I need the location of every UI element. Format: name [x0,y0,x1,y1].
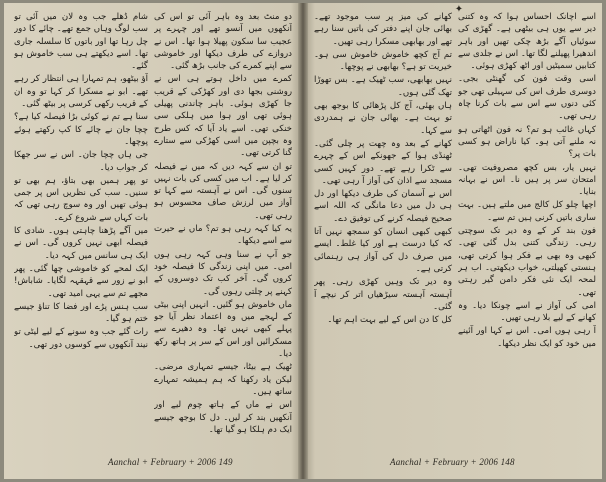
paragraph: میں آگے پڑھنا چاہتی ہوں۔ شادی کا فیصلہ ابھی نہیں کروں گی۔ اس نے ایک ہی سانس میں کہہ دیا۔ [14,226,148,261]
left-page-column-right [154,11,292,443]
paragraph: نہیں بھابھی، سب ٹھیک ہے۔ بس تھوڑا تھک گئی ہوں۔ [314,75,452,98]
paragraph: سنا ہے تم نے کوئی بڑا فیصلہ کیا ہے؟ چچا جان نے چائے کا کپ رکھتے ہوئے پوچھا۔ [14,112,148,147]
magazine-spread [4,3,602,479]
paragraph: اسی وقت فون کی گھنٹی بجی۔ دوسری طرف اس کی سہیلی تھی جو کئی دنوں سے اس سے بات کرنا چاہ رہی تھی۔ [458,74,596,122]
paragraph: ٹھیک ہے بیٹا، جیسے تمہاری مرضی۔ لیکن یاد رکھنا کہ ہم ہمیشہ تمہارے ساتھ ہیں۔ [154,362,292,397]
paragraph: فون بند کر کے وہ دیر تک سوچتی رہی۔ زندگی کتنی بدل گئی تھی۔ کبھی وہ بھی بے فکر ہوا کرتی تھی، ہنستی کھیلتی، خواب دیکھتی۔ اب ہر لمحہ ایک نئی فکر دامن گیر رہتی تھی۔ [458,226,596,298]
paragraph: نہیں یار، بس کچھ مصروفیت تھی۔ امتحان سر پر ہیں نا۔ اس نے بہانہ بنایا۔ [458,162,596,198]
paragraph: کمرے میں داخل ہوتے ہی اس نے روشنی بجھا دی اور کھڑکی کے قریب جا کھڑی ہوئی۔ باہر چاندنی پھیلی ہوئی تھی اور ہوا میں ہلکی سی خنکی تھی۔ اسے یاد آیا کہ کس طرح وہ بچپن میں اسی کھڑکی سے ستارے گنا کرتی تھی۔ [154,74,292,159]
paragraph: کہاں غائب ہو تم؟ نہ فون اٹھاتی ہو نہ ملنے آتی ہو۔ کیا ناراض ہو کسی بات پر؟ [458,124,596,160]
paragraph: تو ان سے کہہ دیں کہ میں نے فیصلہ کر لیا ہے۔ اب میں کسی کی بات نہیں سنوں گی۔ اس نے آہستہ سے کہا تو آواز میں لرزش صاف محسوس ہو رہی تھی۔ [154,161,292,221]
paragraph: یہ کیا کہہ رہی ہو تم؟ ماں نے حیرت سے اسے دیکھا۔ [154,224,292,247]
paragraph: تم آج کچھ خاموش خاموش سی ہو۔ خیریت تو ہے؟ بھابھی نے پوچھا۔ [314,49,452,73]
paragraph: آؤ بیٹھو، ہم تمہارا ہی انتظار کر رہے تھے۔ ابو نے مسکرا کر کہا تو وہ ان کے قریب رکھی کرسی پر بیٹھ گئی۔ [14,74,148,110]
paragraph: کبھی کبھی انسان کو سمجھ نہیں آتا کہ کیا درست ہے اور کیا غلط۔ ایسے میں صرف دل کی آواز ہی رہنمائی کرتی ہے۔ [314,227,452,274]
paragraph: ماں خاموش ہو گئیں۔ انہیں اپنی بیٹی کے لہجے میں وہ اعتماد نظر آیا جو پہلے کبھی نہیں تھا۔ وہ دھیرے سے مسکرائیں اور اس کے سر پر ہاتھ رکھ دیا۔ [154,299,292,360]
page-folio-148: Aanchal + February + 2006 148 [390,457,515,467]
paragraph: کل کا دن اس کے لیے بہت اہم تھا۔ [327,315,452,326]
paragraph: وہ دیر تک وہیں کھڑی رہی۔ پھر آہستہ آہستہ سیڑھیاں اتر کر نیچے آ گئی۔ [314,277,452,312]
ornament-icon: ✦ [454,4,464,15]
paragraph: جی ہاں چچا جان۔ اس نے سر جھکا کر جواب دیا۔ [14,150,148,173]
right-page-column-left [314,11,452,443]
paragraph: سب ہنس پڑے اور فضا کا تناؤ جیسے ختم ہو گیا۔ [14,301,148,325]
paragraph: آ رہی ہوں امی۔ اس نے کہا اور آئینے میں خود کو ایک نظر دیکھا۔ [458,326,596,349]
paragraph: ایک لمحے کو خاموشی چھا گئی۔ پھر ابو نے زور سے قہقہہ لگایا۔ شاباش! مجھے تم سے یہی امید تھی۔ [14,263,148,299]
paragraph: اس نے ماں کے ہاتھ چوم لیے اور آنکھیں بند کر لیں۔ دل کا بوجھ جیسے ایک دم ہلکا ہو گیا تھا۔ [154,400,292,435]
right-page [306,3,602,479]
paragraph: کھانے کے بعد وہ چھت پر چلی گئی۔ ٹھنڈی ہوا کے جھونکے اس کے چہرے سے ٹکرا رہے تھے۔ دور کہیں کسی مسجد سے اذان کی آواز آ رہی تھی۔ [314,138,452,186]
left-page [4,3,300,479]
paragraph: جو آپ نے سنا وہی کہہ رہی ہوں امی۔ میں اپنی زندگی کا فیصلہ خود کروں گی۔ آخر کب تک دوسروں کے کہنے پر چلتی رہوں گی۔ [154,249,292,297]
paragraph: رات گئے جب وہ سونے کے لیے لیٹی تو نیند آنکھوں سے کوسوں دور تھی۔ [14,327,148,350]
paragraph: ہاں بھئی، آج کل پڑھائی کا بوجھ بھی تو بہت ہے۔ بھائی جان نے ہمدردی سے کہا۔ [314,101,452,136]
paragraph: اس نے آسمان کی طرف دیکھا اور دل ہی دل میں دعا مانگی کہ اللہ اسے صحیح فیصلہ کرنے کی توفیق دے۔ [314,189,452,224]
right-page-column-right [458,11,596,443]
page-folio-149: Aanchal + February + 2006 149 [108,457,233,467]
left-page-column-left [14,11,148,443]
paragraph: کھانے کی میز پر سب موجود تھے۔ بھائی جان اپنے دفتر کی باتیں سنا رہے تھے اور بھابھی مسکرا رہی تھیں۔ [314,12,452,47]
paragraph: اچھا چلو کل کالج میں ملتے ہیں۔ بہت ساری باتیں کرنی ہیں تم سے۔ [458,200,596,223]
paragraph: تو پھر ہمیں بھی بتاؤ، ہم بھی تو سنیں۔ سب کی نظریں اس پر جمی ہوئی تھیں اور وہ سوچ رہی تھی کہ بات کہاں سے شروع کرے۔ [14,175,148,223]
paragraph: دو منٹ بعد وہ باہر آئی تو اس کی آنکھوں میں آنسو تھے اور چہرے پر عجیب سا سکون پھیلا ہوا تھا۔ اس نے دروازے کی طرف دیکھا اور خاموشی سے اپنے کمرے کی جانب بڑھ گئی۔ [154,12,292,72]
paragraph: شام ڈھلے جب وہ لان میں آئی تو سب لوگ وہاں جمع تھے۔ چائے کا دور چل رہا تھا اور باتوں کا سلسلہ جاری تھا۔ اسے دیکھتے ہی سب خاموش ہو گئے۔ [14,12,148,72]
paragraph: اسے اچانک احساس ہوا کہ وہ کتنی دیر سے یوں ہی بیٹھی ہے۔ گھڑی کی سوئیاں آگے بڑھ چکی تھیں اور باہر اندھیرا پھیلنے لگا تھا۔ اس نے جلدی سے کتابیں سمیٹیں اور اٹھ کھڑی ہوئی۔ [458,12,596,72]
paragraph: امی کی آواز نے اسے چونکا دیا۔ وہ کھانے کے لیے بلا رہی تھیں۔ [458,300,596,324]
